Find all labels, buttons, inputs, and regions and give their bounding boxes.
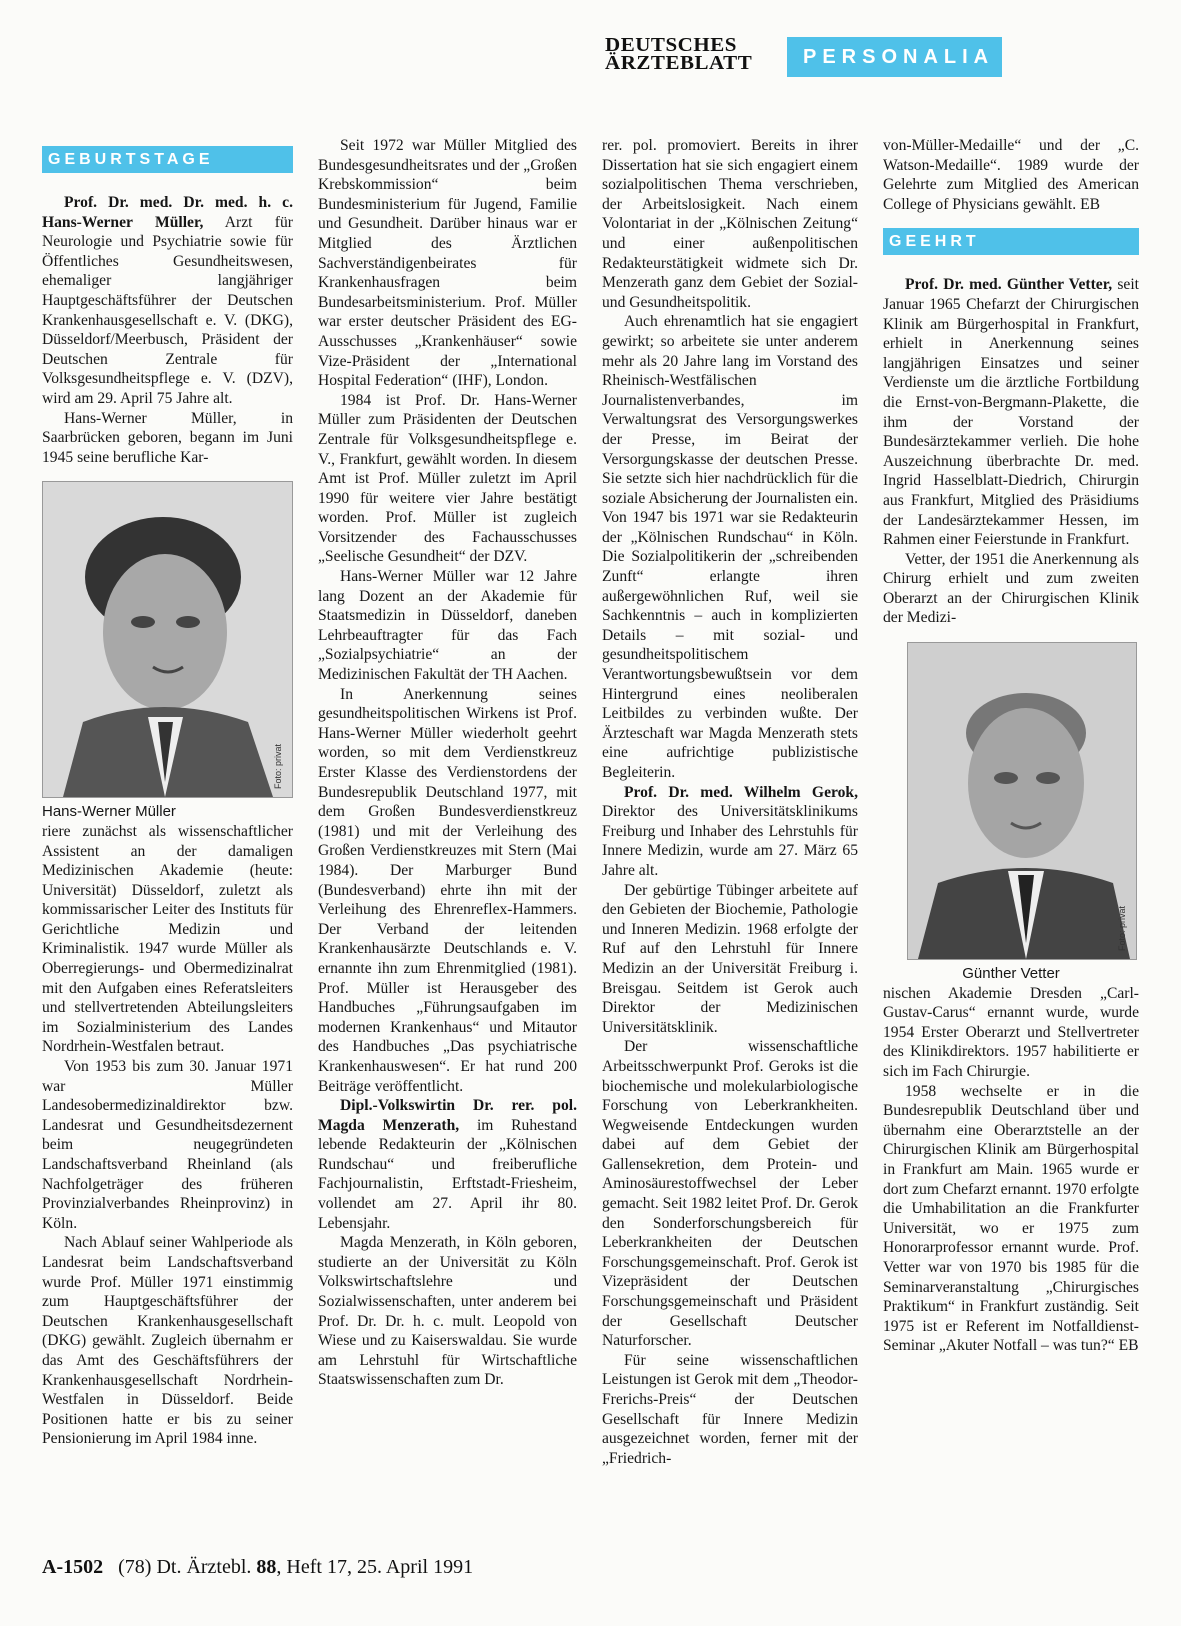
- portrait-image: [43, 482, 292, 797]
- issue-info: , Heft 17, 25. April 1991: [276, 1556, 474, 1578]
- person-name: Dipl.-Volkswirtin Dr. rer. pol. Magda Menzerath,: [318, 1097, 577, 1134]
- person-name: Prof. Dr. med. Dr. med. h. c. Hans-Werner Müller,: [42, 194, 293, 231]
- paragraph: [318, 1096, 577, 1233]
- photo-credit: Foto: privat: [273, 744, 284, 790]
- paragraph: [883, 1082, 1139, 1356]
- paragraph-text: im Ruhestand lebende Redakteurin der „Kölnischen Rundschau“ und freiberufliche Fachjournalistin, Erftstadt-Friesheim, vollendet am 27. April ihr 80. Lebensjahr.: [318, 1116, 577, 1232]
- paragraph-text: von-Müller-Medaille“ und der „C. Watson-Medaille“. 1989 wurde der Gelehrte zum Mitglied des American College of Physicians gewählt.: [883, 137, 1139, 213]
- page-number: A-1502: [42, 1556, 104, 1578]
- paragraph: [602, 783, 858, 881]
- paragraph: Der gebürtige Tübinger arbeitete auf den Gebieten der Biochemie, Pathologie und Inneren Medizin. 1968 erfolgte der Ruf auf den Lehrstuhl für Innere Medizin an der Universität Freiburg i. Breisgau. Seitdem ist Gerok auch Direktor der Medizinischen Universitätsklinik.: [602, 881, 858, 1036]
- paragraph: Magda Menzerath, in Köln geboren, studierte an der Universität zu Köln Volkswirtschaftslehre und Sozialwissenschaften, unter anderem bei Prof. Dr. Dr. h. c. mult. Leopold von Wiese und zu Kaiserswaldau. Sie wurde am Lehrstuhl für Wirtschaftliche Staatswissenschaften zum Dr.: [318, 1234, 577, 1389]
- photo-caption: Hans-Werner Müller: [42, 803, 176, 821]
- paragraph: In Anerkennung seines gesundheitspolitischen Wirkens ist Prof. Hans-Werner Müller wiederholt geehrt worden, so mit dem Verdienstkreuz Erster Klasse des Verdienstordens der Bundesrepublik Deutschland 1977, mit dem Großen Bundesverdienstkreuz (1981) und mit der Verleihung des Großen Verdienstkreuzes mit Stern (Mai 1984). Der Marburger Bund (Bundesverband) ehrte ihn mit der Verleihung des Ehrenreflex-Hammers. Der Verband der leitenden Krankenhausärzte Deutschlands e. V. ernannte ihn zum Ehrenmitglied (1981). Prof. Müller ist Herausgeber des Handbuches „Führungsaufgaben im modernen Krankenhaus“ und Mitautor des Handbuches „Das psychiatrische Krankenhauswesen“. Er hat rund 200 Beiträge veröffentlicht.: [318, 685, 577, 1095]
- photo-credit: Foto: privat: [1117, 906, 1128, 952]
- paragraph: 1984 ist Prof. Dr. Hans-Werner Müller zum Präsidenten der Deutschen Zentrale für Volksgesundheitspflege e. V., Frankfurt, gewählt worden. In diesem Amt ist Prof. Müller zuletzt im April 1990 für weitere vier Jahre bestätigt worden. Prof. Müller ist zugleich Vorsitzender des Fachausschusses „Seelische Gesundheit“ der DZV.: [318, 391, 577, 566]
- column-2: [318, 136, 577, 1390]
- person-name: Prof. Dr. med. Günther Vetter,: [905, 276, 1113, 294]
- portrait-photo-vetter: [907, 642, 1137, 960]
- journal-brand-line2: ÄRZTEBLATT: [605, 52, 753, 74]
- paragraph: Nach Ablauf seiner Wahlperiode als Landesrat beim Landschaftsverband wurde Prof. Müller 1971 einstimmig zum Hauptgeschäftsführer der Deutschen Krankenhausgesellschaft (DKG) gewählt. Zugleich übernahm er das Amt des Geschäftsführers der Krankenhausgesellschaft Nordrhein-Westfalen in Düsseldorf. Beide Positionen hatte er bis zu seiner Pensionierung im April 1984 inne.: [42, 1234, 293, 1448]
- paragraph: [883, 275, 1139, 549]
- portrait-image: [908, 643, 1136, 959]
- page-number-secondary: (78): [118, 1556, 152, 1578]
- paragraph: Auch ehrenamtlich hat sie engagiert gewirkt; so arbeitete sie unter anderem mehr als 20 Jahre lang im Vorstand des Rheinisch-Westfälischen Journalistenverbandes, im Verwaltungsrat des Versorgungswerkes der Presse, im Beirat der Versorgungskasse der deutschen Presse. Sie setzte sich hier nachdrücklich für die soziale Absicherung der Journalisten ein. Von 1947 bis 1971 war sie Redakteurin der „Kölnischen Rundschau“ in Köln. Die Sozialpolitikerin der „schreibenden Zunft“ erlangte ihren außergewöhnlichen Ruf, weil sie Sachkenntnis – auch in komplizierten Details – mit sozial- und gesundheitspolitischem Verantwortungsbewußtsein vor dem Hintergrund eines neoliberalen Leitbildes zu verbinden wußte. Der Ärzteschaft war Magda Menzerath stets eine aufrichtige publizistische Begleiterin.: [602, 313, 858, 781]
- paragraph: Hans-Werner Müller war 12 Jahre lang Dozent an der Akademie für Staatsmedizin in Düsseldorf, daneben Lehrbeauftragter für das Fach „Sozialpsychiatrie“ an der Medizinischen Fakultät der TH Aachen.: [318, 568, 577, 684]
- journal-brand-line1: DEUTSCHES: [605, 34, 737, 56]
- section-heading-honored: GEEHRT: [883, 228, 1139, 255]
- column-4: [883, 136, 1139, 1356]
- author-signature: EB: [1080, 195, 1100, 213]
- photo-caption: Günther Vetter: [962, 965, 1060, 983]
- paragraph: Seit 1972 war Müller Mitglied des Bundesgesundheitsrates und der „Großen Krebskommission“ beim Bundesministerium für Jugend, Familie und Gesundheit. Darüber hinaus war er Mitglied des Ärztlichen Sachverständigenbeirates für Krankenhausfragen beim Bundesarbeitsministerium. Prof. Müller war erster deutscher Präsident des EG-Ausschusses „Krankenhäuser“ sowie Vize-Präsident der „International Hospital Federation“ (IHF), London.: [318, 137, 577, 390]
- paragraph-text: seit Januar 1965 Chefarzt der Chirurgischen Klinik am Bürgerhospital in Frankfurt, erhielt in Anerkennung seines langjährigen Einsatzes und seiner Verdienste um die ärztliche Fortbildung die Ernst-von-Bergmann-Plakette, die ihm der Vorstand der Bundesärztekammer verlieh. Die hohe Auszeichnung überbrachte Dr. med. Ingrid Hasselblatt-Diedrich, Chirurgin aus Frankfurt, Mitglied des Präsidiums der Landesärztekammer Hessen, im Rahmen einer Feierstunde in Frankfurt.: [883, 276, 1139, 549]
- journal-name: Dt. Ärztebl.: [156, 1556, 252, 1578]
- paragraph: rer. pol. promoviert. Bereits in ihrer Dissertation hat sie sich engagiert einem sozialpolitischen Thema verschrieben, der Arbeitslosigkeit. Nach einem Volontariat in der „Kölnischen Zeitung“ und einer außenpolitischen Redakteurstätigkeit widmete sich Dr. Menzerath ganz dem Gebiet der Sozial- und Gesundheitspolitik.: [602, 137, 858, 311]
- page-footer: [42, 1556, 473, 1579]
- volume-number: 88: [256, 1556, 277, 1578]
- column-1: [42, 136, 293, 1449]
- paragraph: riere zunächst als wissenschaftlicher Assistent an der damaligen Medizinischen Akademie (heute: Universität) Düsseldorf, zuletzt als kommissarischer Leiter des Instituts für Gerichtliche Medizin und Kriminalistik. 1947 wurde Müller als Oberregierungs- und Obermedizinalrat mit den Aufgaben eines Referatsleiters und stellvertretenden Abteilungsleiters im Sozialministerium des Landes Nordrhein-Westfalen betraut.: [42, 822, 293, 1056]
- paragraph: [883, 136, 1139, 214]
- paragraph: [42, 193, 293, 409]
- paragraph: Der wissenschaftliche Arbeitsschwerpunkt Prof. Geroks ist die biochemische und molekularbiologische Forschung von Leberkrankheiten. Wegweisende Entdeckungen wurden dabei auf dem Gebiet der Gallensekretion, dem Protein- und Aminosäurestoffwechsel der Leber gemacht. Seit 1982 leitet Prof. Dr. Gerok den Sonderforschungsbereich für Leberkrankheiten der Deutschen Forschungsgemeinschaft. Prof. Gerok ist Vizepräsident der Deutschen Forschungsgemeinschaft und Präsident der Gesellschaft Deutscher Naturforscher.: [602, 1038, 858, 1350]
- portrait-photo-mueller: [42, 481, 293, 798]
- paragraph: nischen Akademie Dresden „Carl-Gustav-Carus“ ernannt wurde, wurde 1954 Erster Oberarzt und Stellvertreter des Klinikdirektors. 1957 habilitierte er sich im Fach Chirurgie.: [883, 984, 1139, 1081]
- paragraph: Von 1953 bis zum 30. Januar 1971 war Müller Landesobermedizinaldirektor bzw. Landesrat und Gesundheitsdezernent beim neugegründeten Landschaftsverband Rheinland (als Nachfolgeträger des früheren Provinzialverbandes Rheinprovinz) in Köln.: [42, 1058, 293, 1232]
- paragraph-text: Direktor des Universitätsklinikums Freiburg und Inhaber des Lehrstuhls für Innere Medizin, wurde am 27. März 65 Jahre alt.: [602, 803, 858, 879]
- author-signature: EB: [1118, 1337, 1139, 1355]
- paragraph: Vetter, der 1951 die Anerkennung als Chirurg erhielt und zum zweiten Oberarzt an der Chirurgischen Klinik der Medizi-: [883, 550, 1139, 627]
- section-tag: PERSONALIA: [787, 37, 1002, 77]
- paragraph: Hans-Werner Müller, in Saarbrücken geboren, begann im Juni 1945 seine berufliche Kar-: [42, 409, 293, 466]
- column-3: [602, 136, 858, 1468]
- paragraph-text: 1958 wechselte er in die Bundesrepublik Deutschland über und übernahm eine Oberarztstelle an der Chirurgischen Klinik am Bürgerhospital in Frankfurt am Main. 1965 wurde er dort zum Chefarzt ernannt. 1970 erfolgte die Umhabilitation an die Frankfurter Universität, wo er 1975 zum Honorarprofessor ernannt wurde. Prof. Vetter war von 1970 bis 1985 für die Seminarveranstaltung „Chirurgisches Praktikum“ in Frankfurt zuständig. Seit 1975 ist er Referent im Notfalldienst-Seminar „Akuter Notfall – was tun?“: [883, 1082, 1139, 1355]
- paragraph: Für seine wissenschaftlichen Leistungen ist Gerok mit dem „Theodor-Frerichs-Preis“ der Deutschen Gesellschaft für Innere Medizin ausgezeichnet worden, ferner mit der „Friedrich-: [602, 1351, 858, 1467]
- section-heading-birthdays: GEBURTSTAGE: [42, 146, 293, 173]
- person-name: Prof. Dr. med. Wilhelm Gerok,: [624, 783, 858, 801]
- paragraph-text: Arzt für Neurologie und Psychiatrie sowie für Öffentliches Gesundheitswesen, ehemaliger langjähriger Hauptgeschäftsführer der Deutschen Krankenhausgesellschaft e. V. (DKG), Düsseldorf/Meerbusch, Präsident der Deutschen Zentrale für Volksgesundheitspflege e. V. (DZV), wird am 29. April 75 Jahre alt.: [42, 213, 293, 407]
- masthead: [605, 34, 753, 74]
